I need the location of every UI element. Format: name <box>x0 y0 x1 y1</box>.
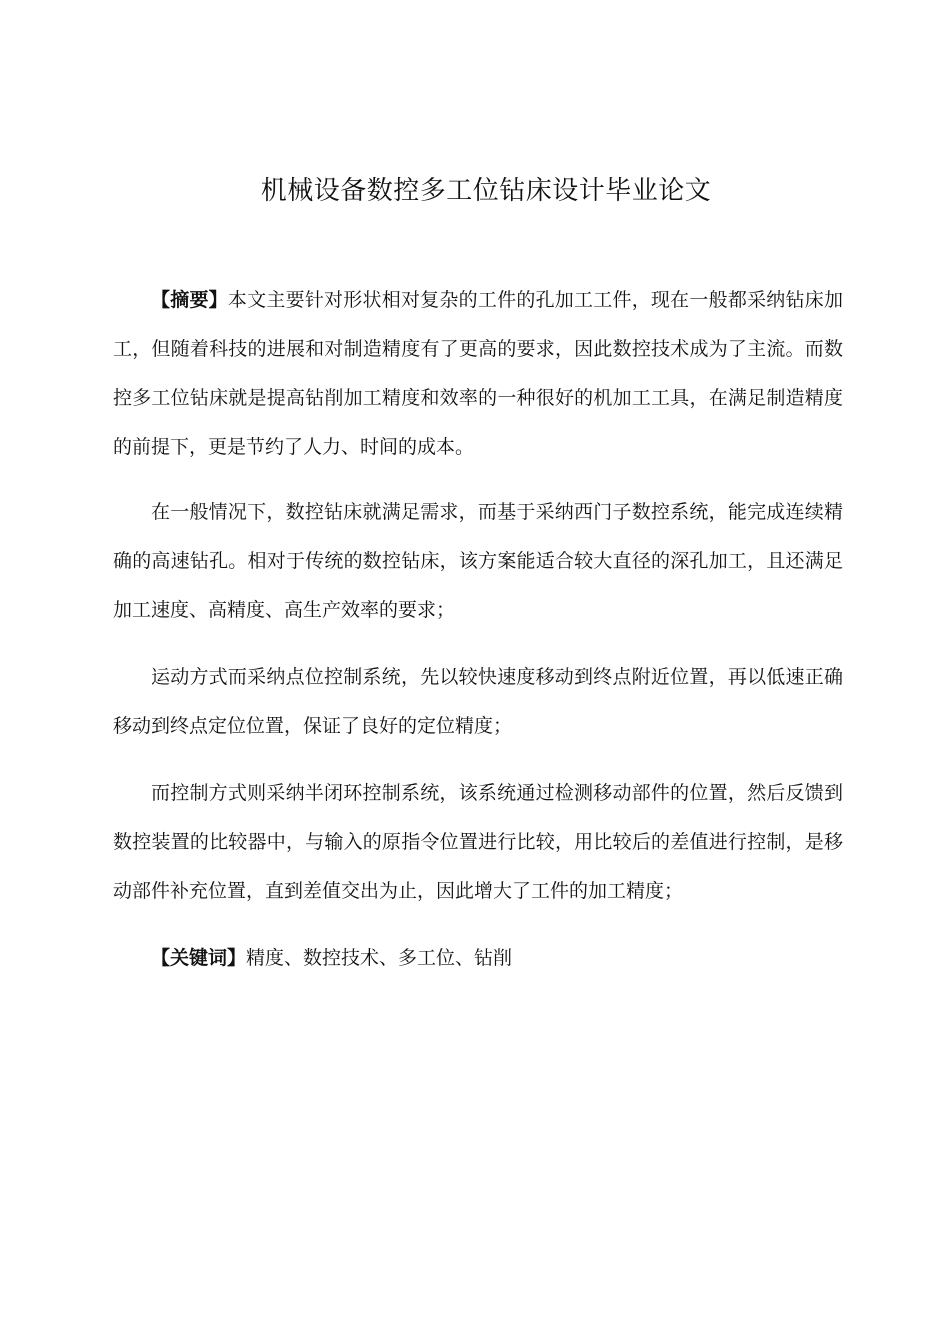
keywords-block <box>113 934 843 983</box>
body-paragraph-3: 而控制方式则采纳半闭环控制系统，该系统通过检测移动部件的位置，然后反馈到数控装置的比较器中，与输入的原指令位置进行比较，用比较后的差值进行控制，是移动部件补充位置，直到差值交出为止，因此增大了工件的加工精度； <box>113 782 843 902</box>
body-paragraph-1: 在一般情况下，数控钻床就满足需求，而基于采纳西门子数控系统，能完成连续精确的高速钻孔。相对于传统的数控钻床，该方案能适合较大直径的深孔加工，且还满足加工速度、高精度、高生产效率的要求； <box>113 501 843 621</box>
keywords-label: 【关键词】 <box>151 947 247 969</box>
keywords-paragraph <box>113 934 843 983</box>
document-title: 机械设备数控多工位钻床设计毕业论文 <box>260 176 712 206</box>
abstract-paragraph <box>113 276 843 472</box>
body-paragraph-1-block <box>113 488 843 635</box>
body-paragraph-2: 运动方式而采纳点位控制系统，先以较快速度移动到终点附近位置，再以低速正确移动到终点定位位置，保证了良好的定位精度； <box>113 666 843 737</box>
keywords-text: 精度、数控技术、多工位、钻削 <box>246 947 513 969</box>
body-paragraph-3-block <box>113 769 843 916</box>
abstract-label: 【摘要】 <box>151 289 228 311</box>
abstract-block <box>113 276 843 472</box>
abstract-text: 本文主要针对形状相对复杂的工件的孔加工工件，现在一般都采纳钻床加工，但随着科技的进展和对制造精度有了更高的要求，因此数控技术成为了主流。而数控多工位钻床就是提高钻削加工精度和效率的一种很好的机加工工具，在满足制造精度的前提下，更是节约了人力、时间的成本。 <box>113 289 843 458</box>
body-paragraph-2-block <box>113 653 843 751</box>
